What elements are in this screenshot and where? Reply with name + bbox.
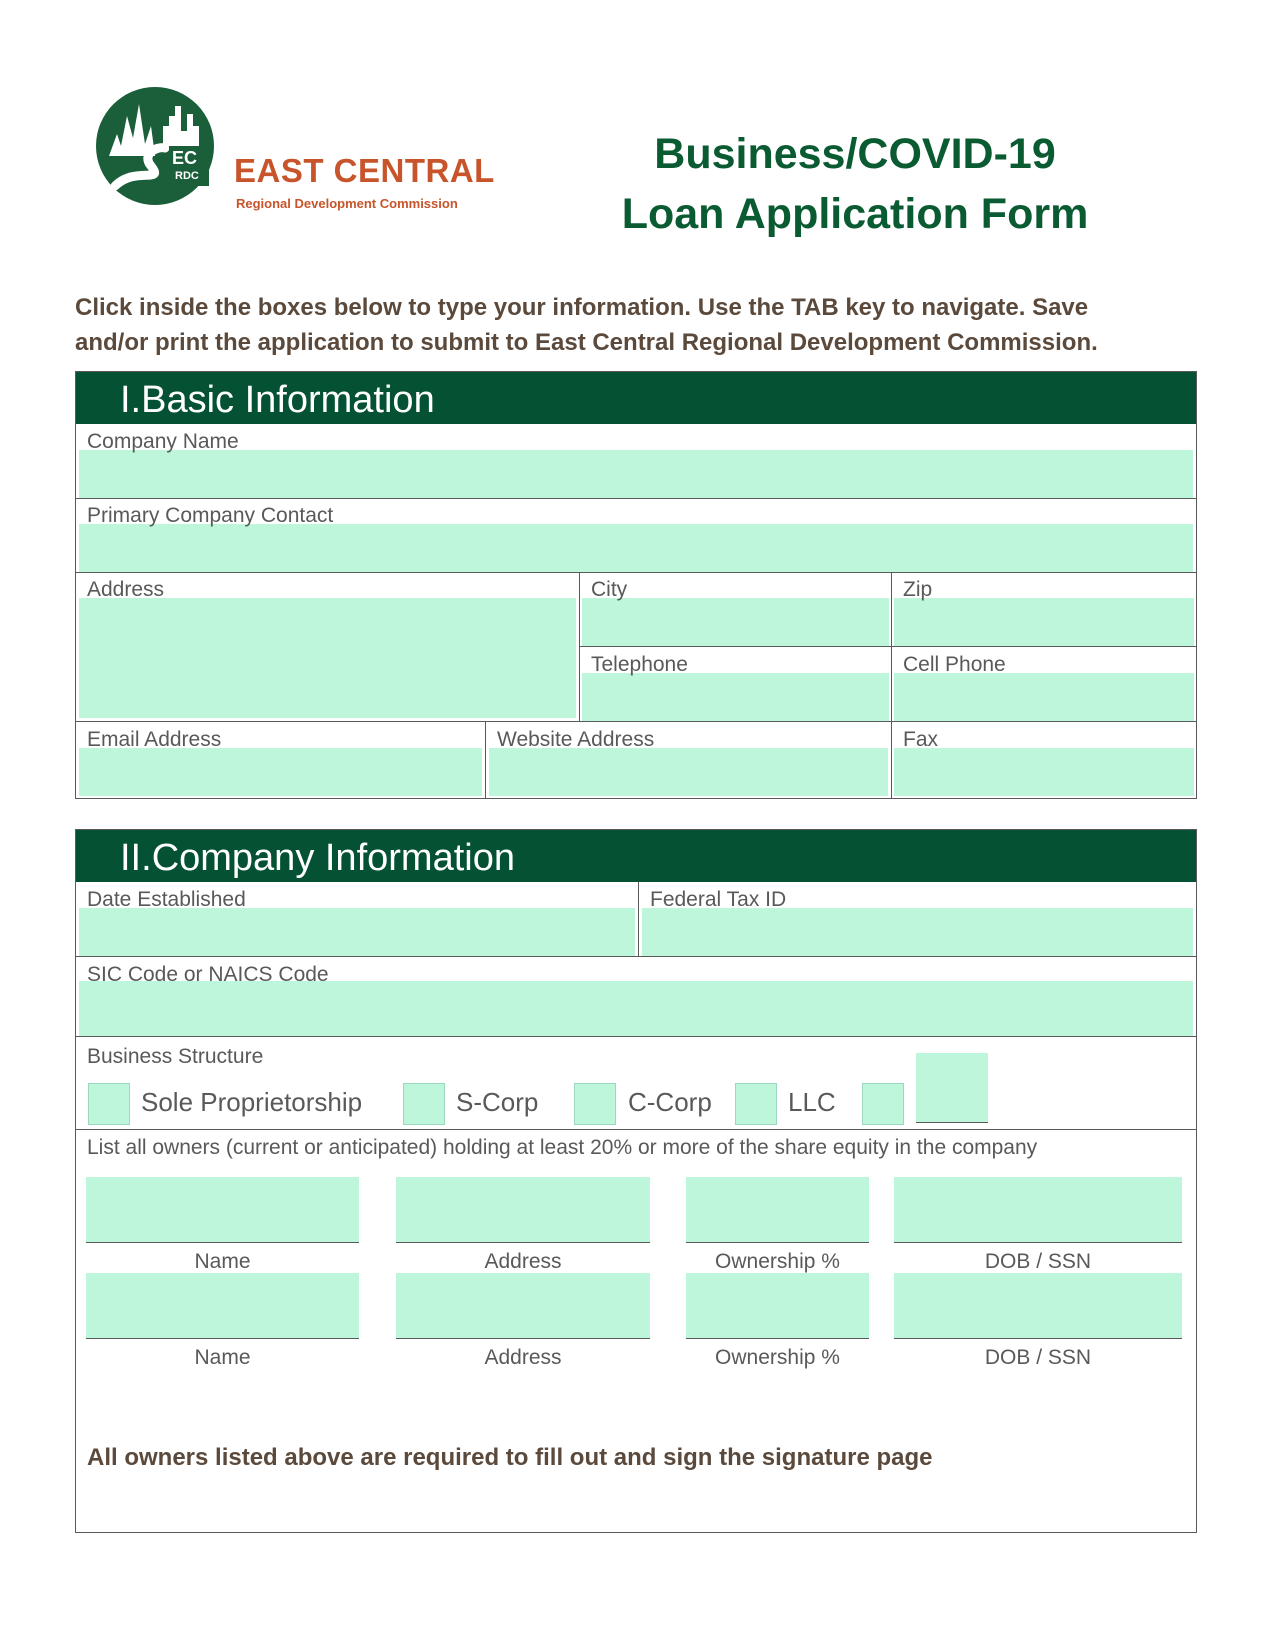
primary-contact-cell bbox=[76, 498, 1196, 572]
owner1-ownership-label: Ownership % bbox=[715, 1250, 840, 1273]
form-title-line1: Business/COVID-19 bbox=[654, 130, 1056, 178]
logo-subtitle: Regional Development Commission bbox=[236, 196, 458, 211]
instructions-line2: and/or print the application to submit to East Central Regional Development Commission. bbox=[75, 329, 1098, 356]
logo-name: EAST CENTRAL bbox=[234, 152, 495, 189]
zip-input[interactable] bbox=[894, 598, 1194, 646]
sic-naics-cell bbox=[76, 957, 1196, 1036]
company-name-input[interactable] bbox=[79, 450, 1193, 498]
primary-contact-input[interactable] bbox=[79, 524, 1193, 572]
zip-cell bbox=[892, 572, 1196, 646]
website-label: Website Address bbox=[497, 728, 655, 751]
label-c-corp: C-Corp bbox=[628, 1087, 712, 1117]
owner2-address-input[interactable] bbox=[396, 1273, 650, 1339]
address-input[interactable] bbox=[79, 598, 576, 718]
telephone-input[interactable] bbox=[582, 673, 889, 721]
section-numeral: II. bbox=[120, 837, 152, 879]
form-title-line2: Loan Application Form bbox=[621, 190, 1089, 238]
email-cell bbox=[76, 722, 485, 798]
owner1-name-label: Name bbox=[194, 1250, 251, 1273]
company-name-cell bbox=[76, 424, 1196, 498]
owner1-address-input[interactable] bbox=[396, 1177, 650, 1243]
owner2-ownership-label: Ownership % bbox=[715, 1346, 840, 1369]
business-structure-label: Business Structure bbox=[87, 1045, 264, 1068]
owner1-dob-ssn-input[interactable] bbox=[894, 1177, 1182, 1243]
sic-naics-label: SIC Code or NAICS Code bbox=[87, 963, 329, 986]
checkbox-llc[interactable] bbox=[735, 1083, 777, 1125]
instructions-line1: Click inside the boxes below to type your information. Use the TAB key to navigate. Save bbox=[75, 294, 1089, 321]
other-structure-input[interactable] bbox=[916, 1053, 988, 1123]
owners-signature-note: All owners listed above are required to fill out and sign the signature page bbox=[87, 1444, 933, 1471]
owner1-name-input[interactable] bbox=[86, 1177, 359, 1243]
business-structure-cell bbox=[76, 1037, 1196, 1129]
owner2-ownership-input[interactable] bbox=[686, 1273, 869, 1339]
cell-phone-input[interactable] bbox=[894, 673, 1194, 721]
checkbox-other[interactable] bbox=[862, 1083, 904, 1125]
cell-phone-cell bbox=[892, 647, 1196, 721]
telephone-label: Telephone bbox=[591, 653, 688, 676]
fax-label: Fax bbox=[903, 728, 939, 751]
instructions bbox=[75, 290, 1205, 360]
checkbox-s-corp[interactable] bbox=[403, 1083, 445, 1125]
owner1-address-label: Address bbox=[484, 1250, 562, 1273]
email-input[interactable] bbox=[79, 748, 482, 796]
city-label: City bbox=[591, 578, 628, 601]
telephone-cell bbox=[580, 647, 891, 721]
logo-badge-rdc: RDC bbox=[175, 170, 199, 182]
label-sole-proprietorship: Sole Proprietorship bbox=[141, 1087, 363, 1117]
section-numeral: I. bbox=[120, 379, 142, 421]
federal-tax-id-label: Federal Tax ID bbox=[650, 888, 787, 911]
label-s-corp: S-Corp bbox=[456, 1087, 539, 1117]
fax-input[interactable] bbox=[894, 748, 1194, 796]
owner2-dob-ssn-label: DOB / SSN bbox=[984, 1346, 1092, 1369]
owner2-name-label: Name bbox=[194, 1346, 251, 1369]
company-name-label: Company Name bbox=[87, 430, 239, 453]
section-header-basic bbox=[76, 372, 1196, 424]
zip-label: Zip bbox=[903, 578, 933, 601]
section-title: Company Information bbox=[151, 837, 515, 879]
primary-contact-label: Primary Company Contact bbox=[87, 504, 334, 527]
date-established-label: Date Established bbox=[87, 888, 246, 911]
owner2-name-input[interactable] bbox=[86, 1273, 359, 1339]
date-established-cell bbox=[76, 882, 638, 956]
city-input[interactable] bbox=[582, 598, 889, 646]
owner1-ownership-input[interactable] bbox=[686, 1177, 869, 1243]
federal-tax-id-input[interactable] bbox=[642, 908, 1193, 956]
city-cell bbox=[580, 572, 891, 646]
section-title: Basic Information bbox=[141, 379, 435, 421]
cell-phone-label: Cell Phone bbox=[903, 653, 1006, 676]
section-basic-information bbox=[75, 371, 1197, 799]
section-company-information bbox=[75, 829, 1197, 1533]
checkbox-c-corp[interactable] bbox=[574, 1083, 616, 1125]
owner2-address-label: Address bbox=[484, 1346, 562, 1369]
section-header-company bbox=[76, 830, 1196, 882]
label-llc: LLC bbox=[788, 1087, 836, 1117]
website-cell bbox=[486, 722, 891, 798]
address-label: Address bbox=[87, 578, 165, 601]
federal-tax-id-cell bbox=[639, 882, 1196, 956]
logo-badge-ec: EC bbox=[172, 148, 198, 168]
owner1-dob-ssn-label: DOB / SSN bbox=[984, 1250, 1092, 1273]
address-cell bbox=[76, 572, 579, 721]
checkbox-sole-proprietorship[interactable] bbox=[88, 1083, 130, 1125]
website-input[interactable] bbox=[489, 748, 888, 796]
fax-cell bbox=[892, 722, 1196, 798]
owners-prompt: List all owners (current or anticipated) holding at least 20% or more of the share equity in the company bbox=[87, 1136, 1038, 1159]
sic-naics-input[interactable] bbox=[79, 981, 1193, 1036]
email-label: Email Address bbox=[87, 728, 222, 751]
date-established-input[interactable] bbox=[79, 908, 635, 956]
owner2-dob-ssn-input[interactable] bbox=[894, 1273, 1182, 1339]
